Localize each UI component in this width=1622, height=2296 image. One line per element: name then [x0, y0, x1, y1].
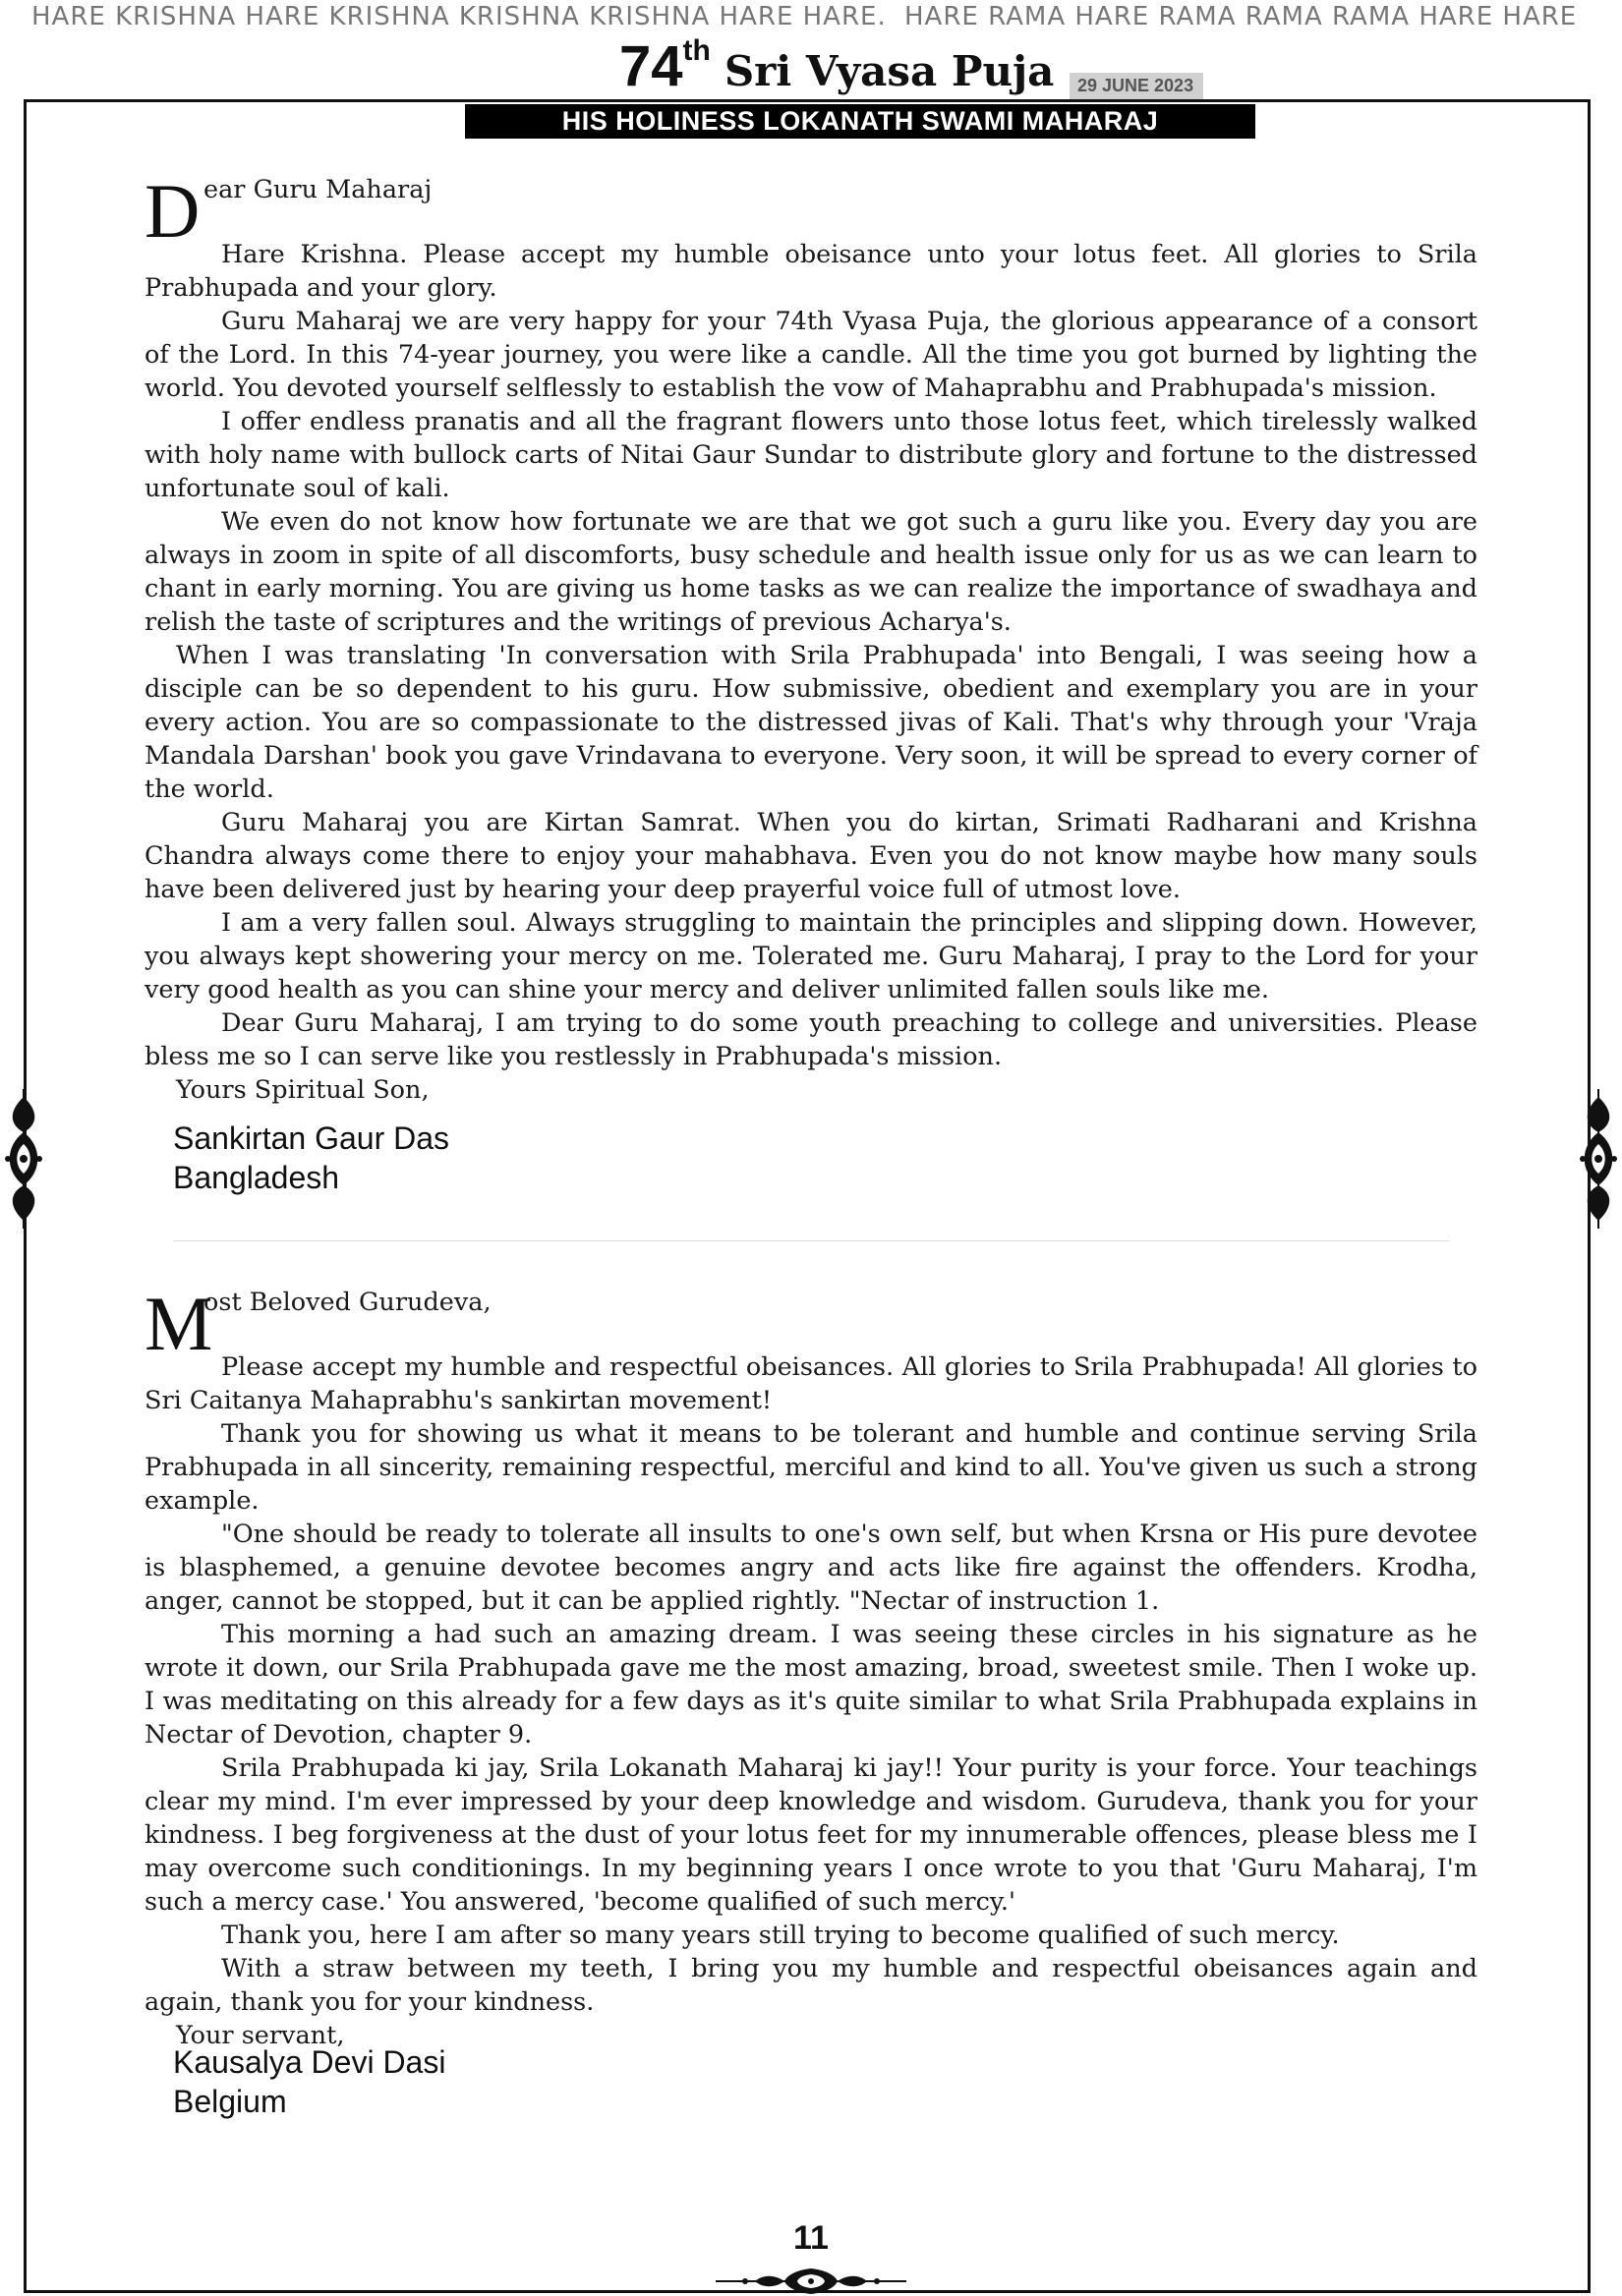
letter-2-greeting	[145, 1281, 1477, 1366]
letter-1-salutation: ear Guru Maharaj	[203, 175, 433, 204]
title-text: Sri Vyasa Puja	[724, 47, 1055, 95]
letter-2-paragraph: With a straw between my teeth, I bring you my humble and respectful obeisances again and again, thank you for your kindness.	[145, 1954, 1477, 2017]
letter-2-signature-name: Kausalya Devi Dasi	[173, 2044, 446, 2080]
bottom-ornament-icon	[716, 2267, 906, 2296]
letter-1-signature-name: Sankirtan Gaur Das	[173, 1120, 450, 1156]
letter-2-paragraph: Thank you, here I am after so many years still trying to become qualified of such mercy.	[221, 1921, 1340, 1950]
letter-1-paragraph: Guru Maharaj you are Kirtan Samrat. When you do kirtan, Srimati Radharani and Krishna Chandra always come there to enjoy your mahabhava. Even you do not know maybe how many souls have been delivered just by hearing your deep prayerful voice full of utmost love.	[145, 808, 1477, 904]
page-title	[619, 33, 1054, 98]
letter-1-paragraph: When I was translating 'In conversation with Srila Prabhupada' into Bengali, I was seeing how a disciple can be so dependent to his guru. How submissive, obedient and exemplary you are in your every action. You are so compassionate to the distressed jivas of Kali. That's why through your 'Vraja Mandala Darshan' book you gave Vrindavana to everyone. Very soon, it will be spread to every corner of the world.	[145, 641, 1477, 804]
letter-1-paragraph: Guru Maharaj we are very happy for your 74th Vyasa Puja, the glorious appearance of a consort of the Lord. In this 74-year journey, you were like a candle. All the time you got burned by lighting the world. You devoted yourself selflessly to establish the vow of Mahaprabhu and Prabhupada's mission.	[145, 307, 1477, 403]
letter-2-paragraph: This morning a had such an amazing dream. I was seeing these circles in his signature as he wrote it down, our Srila Prabhupada gave me the most amazing, broad, sweetest smile. Then I woke up. I was meditating on this already for a few days as it's quite similar to what Srila Prabhupada explains in Nectar of Devotion, chapter 9.	[145, 1620, 1477, 1750]
letter-2-dropcap: M	[145, 1281, 213, 1366]
letter-2	[145, 1281, 1477, 2052]
letter-1-dropcap: D	[145, 168, 201, 254]
letter-2-paragraph: "One should be ready to tolerate all insults to one's own self, but when Krsna or His pure devotee is blasphemed, a genuine devotee becomes angry and acts like fire against the offenders. Krodha, anger, cannot be stopped, but it can be applied rightly. "Nectar of instruction 1.	[145, 1520, 1477, 1616]
letter-2-closing: Your servant,	[176, 2021, 345, 2050]
left-ornament-icon	[1, 1089, 46, 1229]
mantra-right: HARE RAMA HARE RAMA RAMA RAMA HARE HARE	[904, 2, 1578, 31]
letter-2-signature-place: Belgium	[173, 2084, 287, 2119]
subtitle-bar: HIS HOLINESS LOKANATH SWAMI MAHARAJ	[465, 104, 1255, 139]
letter-2-salutation: ost Beloved Gurudeva,	[203, 1288, 492, 1317]
letter-divider	[173, 1240, 1449, 1241]
letter-1-closing: Yours Spiritual Son,	[176, 1075, 430, 1105]
title-suffix: th	[682, 34, 711, 67]
letter-2-signature	[173, 2042, 445, 2121]
title-number: 74	[619, 34, 683, 98]
page-number: 11	[793, 2219, 829, 2257]
letter-1-signature-place: Bangladesh	[173, 1160, 340, 1195]
letter-1-paragraph: I am a very fallen soul. Always struggling to maintain the principles and slipping down. However, you always kept showering your mercy on me. Tolerated me. Guru Maharaj, I pray to the Lord for your very good health as you can shine your mercy and deliver unlimited fallen souls like me.	[145, 908, 1477, 1004]
mantra-left: HARE KRISHNA HARE KRISHNA KRISHNA KRISHNA HARE HARE.	[31, 2, 887, 31]
letter-1-greeting	[145, 168, 1477, 254]
right-ornament-icon	[1576, 1089, 1621, 1229]
letter-2-paragraph: Srila Prabhupada ki jay, Srila Lokanath Maharaj ki jay!! Your purity is your force. Your teachings clear my mind. I'm ever impressed by your deep knowledge and wisdom. Gurudeva, thank you for your kindness. I beg forgiveness at the dust of your lotus feet for my innumerable offences, please bless me I may overcome such conditionings. In my beginning years I once wrote to you that 'Guru Maharaj, I'm such a mercy case.' You answered, 'become qualified of such mercy.'	[145, 1753, 1477, 1917]
letter-2-paragraph: Thank you for showing us what it means to be tolerant and humble and continue serving Srila Prabhupada in all sincerity, remaining respectful, merciful and kind to all. You've given us such a strong example.	[145, 1419, 1477, 1516]
letter-1	[145, 168, 1477, 1107]
letter-1-signature	[173, 1119, 449, 1197]
letter-1-paragraph: Dear Guru Maharaj, I am trying to do some youth preaching to college and universities. Please bless me so I can serve like you restlessly in Prabhupada's mission.	[145, 1008, 1477, 1071]
letter-2-paragraph: Please accept my humble and respectful obeisances. All glories to Srila Prabhupada! All glories to Sri Caitanya Mahaprabhu's sankirtan movement!	[145, 1352, 1477, 1415]
letter-1-paragraph: We even do not know how fortunate we are that we got such a guru like you. Every day you are always in zoom in spite of all discomforts, busy schedule and health issue only for us as we can learn to chant in early morning. You are giving us home tasks as we can realize the importance of swadhaya and relish the taste of scriptures and the writings of previous Acharya's.	[145, 507, 1477, 637]
letter-1-paragraph: Hare Krishna. Please accept my humble obeisance unto your lotus feet. All glories to Srila Prabhupada and your glory.	[145, 240, 1477, 303]
letter-1-paragraph: I offer endless pranatis and all the fragrant flowers unto those lotus feet, which tirelessly walked with holy name with bullock carts of Nitai Gaur Sundar to distribute glory and fortune to the distressed unfortunate soul of kali.	[145, 407, 1477, 503]
date-badge: 29 JUNE 2023	[1070, 73, 1203, 99]
